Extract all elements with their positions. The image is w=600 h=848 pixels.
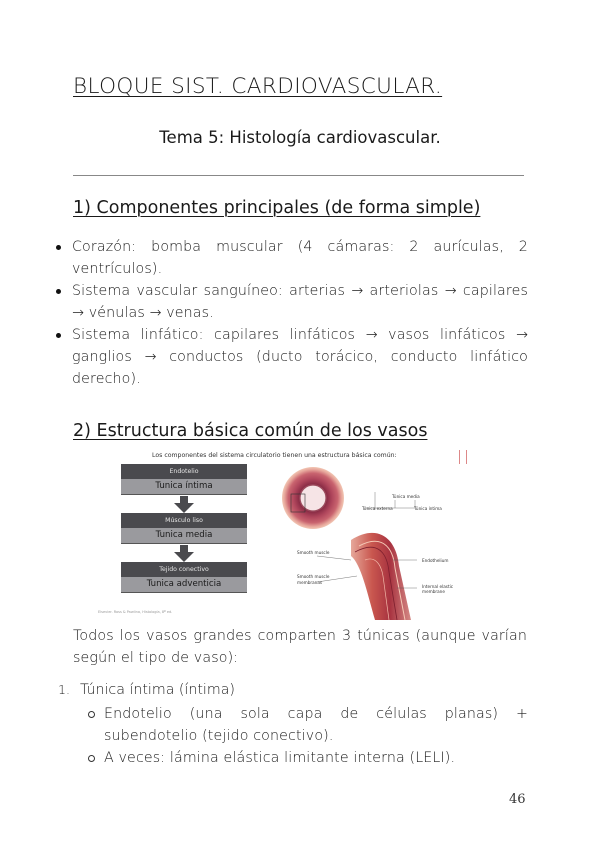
- vessel-structure-figure: [96, 446, 472, 620]
- label-internal-elastic-membrane: Internal elastic membrane: [422, 584, 454, 594]
- numbered-item-tunica-intima: [58, 682, 235, 698]
- label-smooth-muscle: Smooth muscle: [297, 550, 330, 555]
- label-membranas: membranas: [297, 580, 323, 585]
- label-tunica-media: Túnica media: [392, 494, 420, 499]
- label-tunica-externa: Túnica externa: [362, 506, 393, 511]
- vessel-cross-section-illustration: [281, 464, 471, 620]
- item-number: 1.: [58, 682, 70, 697]
- tunics-intro-paragraph: Todos los vasos grandes comparten 3 túnicas (aunque varían según el tipo de vaso):: [73, 628, 527, 666]
- section-heading-vessel-structure: 2) Estructura básica común de los vasos: [73, 421, 428, 441]
- label-endothelium: Endothelium: [422, 558, 449, 563]
- page-number: 46: [509, 792, 526, 807]
- label-smooth-muscle-2: Smooth muscle: [297, 574, 330, 579]
- components-bullet-list: [50, 236, 528, 390]
- figure-marker: [459, 450, 467, 464]
- layer-tunica-adventicia: Tunica adventicia: [121, 577, 247, 593]
- down-arrow-icon: [174, 552, 194, 562]
- layer-tejido-conectivo: Tejido conectivo: [121, 562, 247, 577]
- tunica-intima-sub-list: [86, 703, 528, 769]
- section-heading-components: 1) Componentes principales (de forma simple): [73, 198, 481, 218]
- sub-list-item: A veces: lámina elástica limitante interna (LELI).: [86, 747, 528, 769]
- layer-tunica-media: Tunica media: [121, 528, 247, 544]
- figure-credit: Elsevier. Ross & Pawlina, Histología, 8ª ed.: [98, 610, 173, 614]
- horizontal-divider: [73, 175, 524, 176]
- bullet-item: Sistema linfático: capilares linfáticos → vasos linfáticos → ganglios → conductos (ducto torácico, conducto linfático derecho).: [50, 324, 528, 390]
- bullet-item: Corazón: bomba muscular (4 cámaras: 2 aurículas, 2 ventrículos).: [50, 236, 528, 280]
- label-tunica-intima: Túnica íntima: [414, 506, 442, 511]
- layer-tunica-intima: Tunica íntima: [121, 479, 247, 495]
- down-arrow-icon: [174, 503, 194, 513]
- document-title: BLOQUE SIST. CARDIOVASCULAR.: [73, 74, 443, 99]
- sub-list-item: Endotelio (una sola capa de células planas) + subendotelio (tejido conectivo).: [86, 703, 528, 747]
- layer-endotelio: Endotelio: [121, 464, 247, 479]
- document-subtitle: Tema 5: Histología cardiovascular.: [159, 128, 441, 147]
- item-label: Túnica íntima (íntima): [80, 682, 235, 698]
- layer-musculo-liso: Músculo liso: [121, 513, 247, 528]
- figure-caption: Los componentes del sistema circulatorio tienen una estructura básica común:: [152, 452, 397, 459]
- bullet-item: Sistema vascular sanguíneo: arterias → arteriolas → capilares → vénulas → venas.: [50, 280, 528, 324]
